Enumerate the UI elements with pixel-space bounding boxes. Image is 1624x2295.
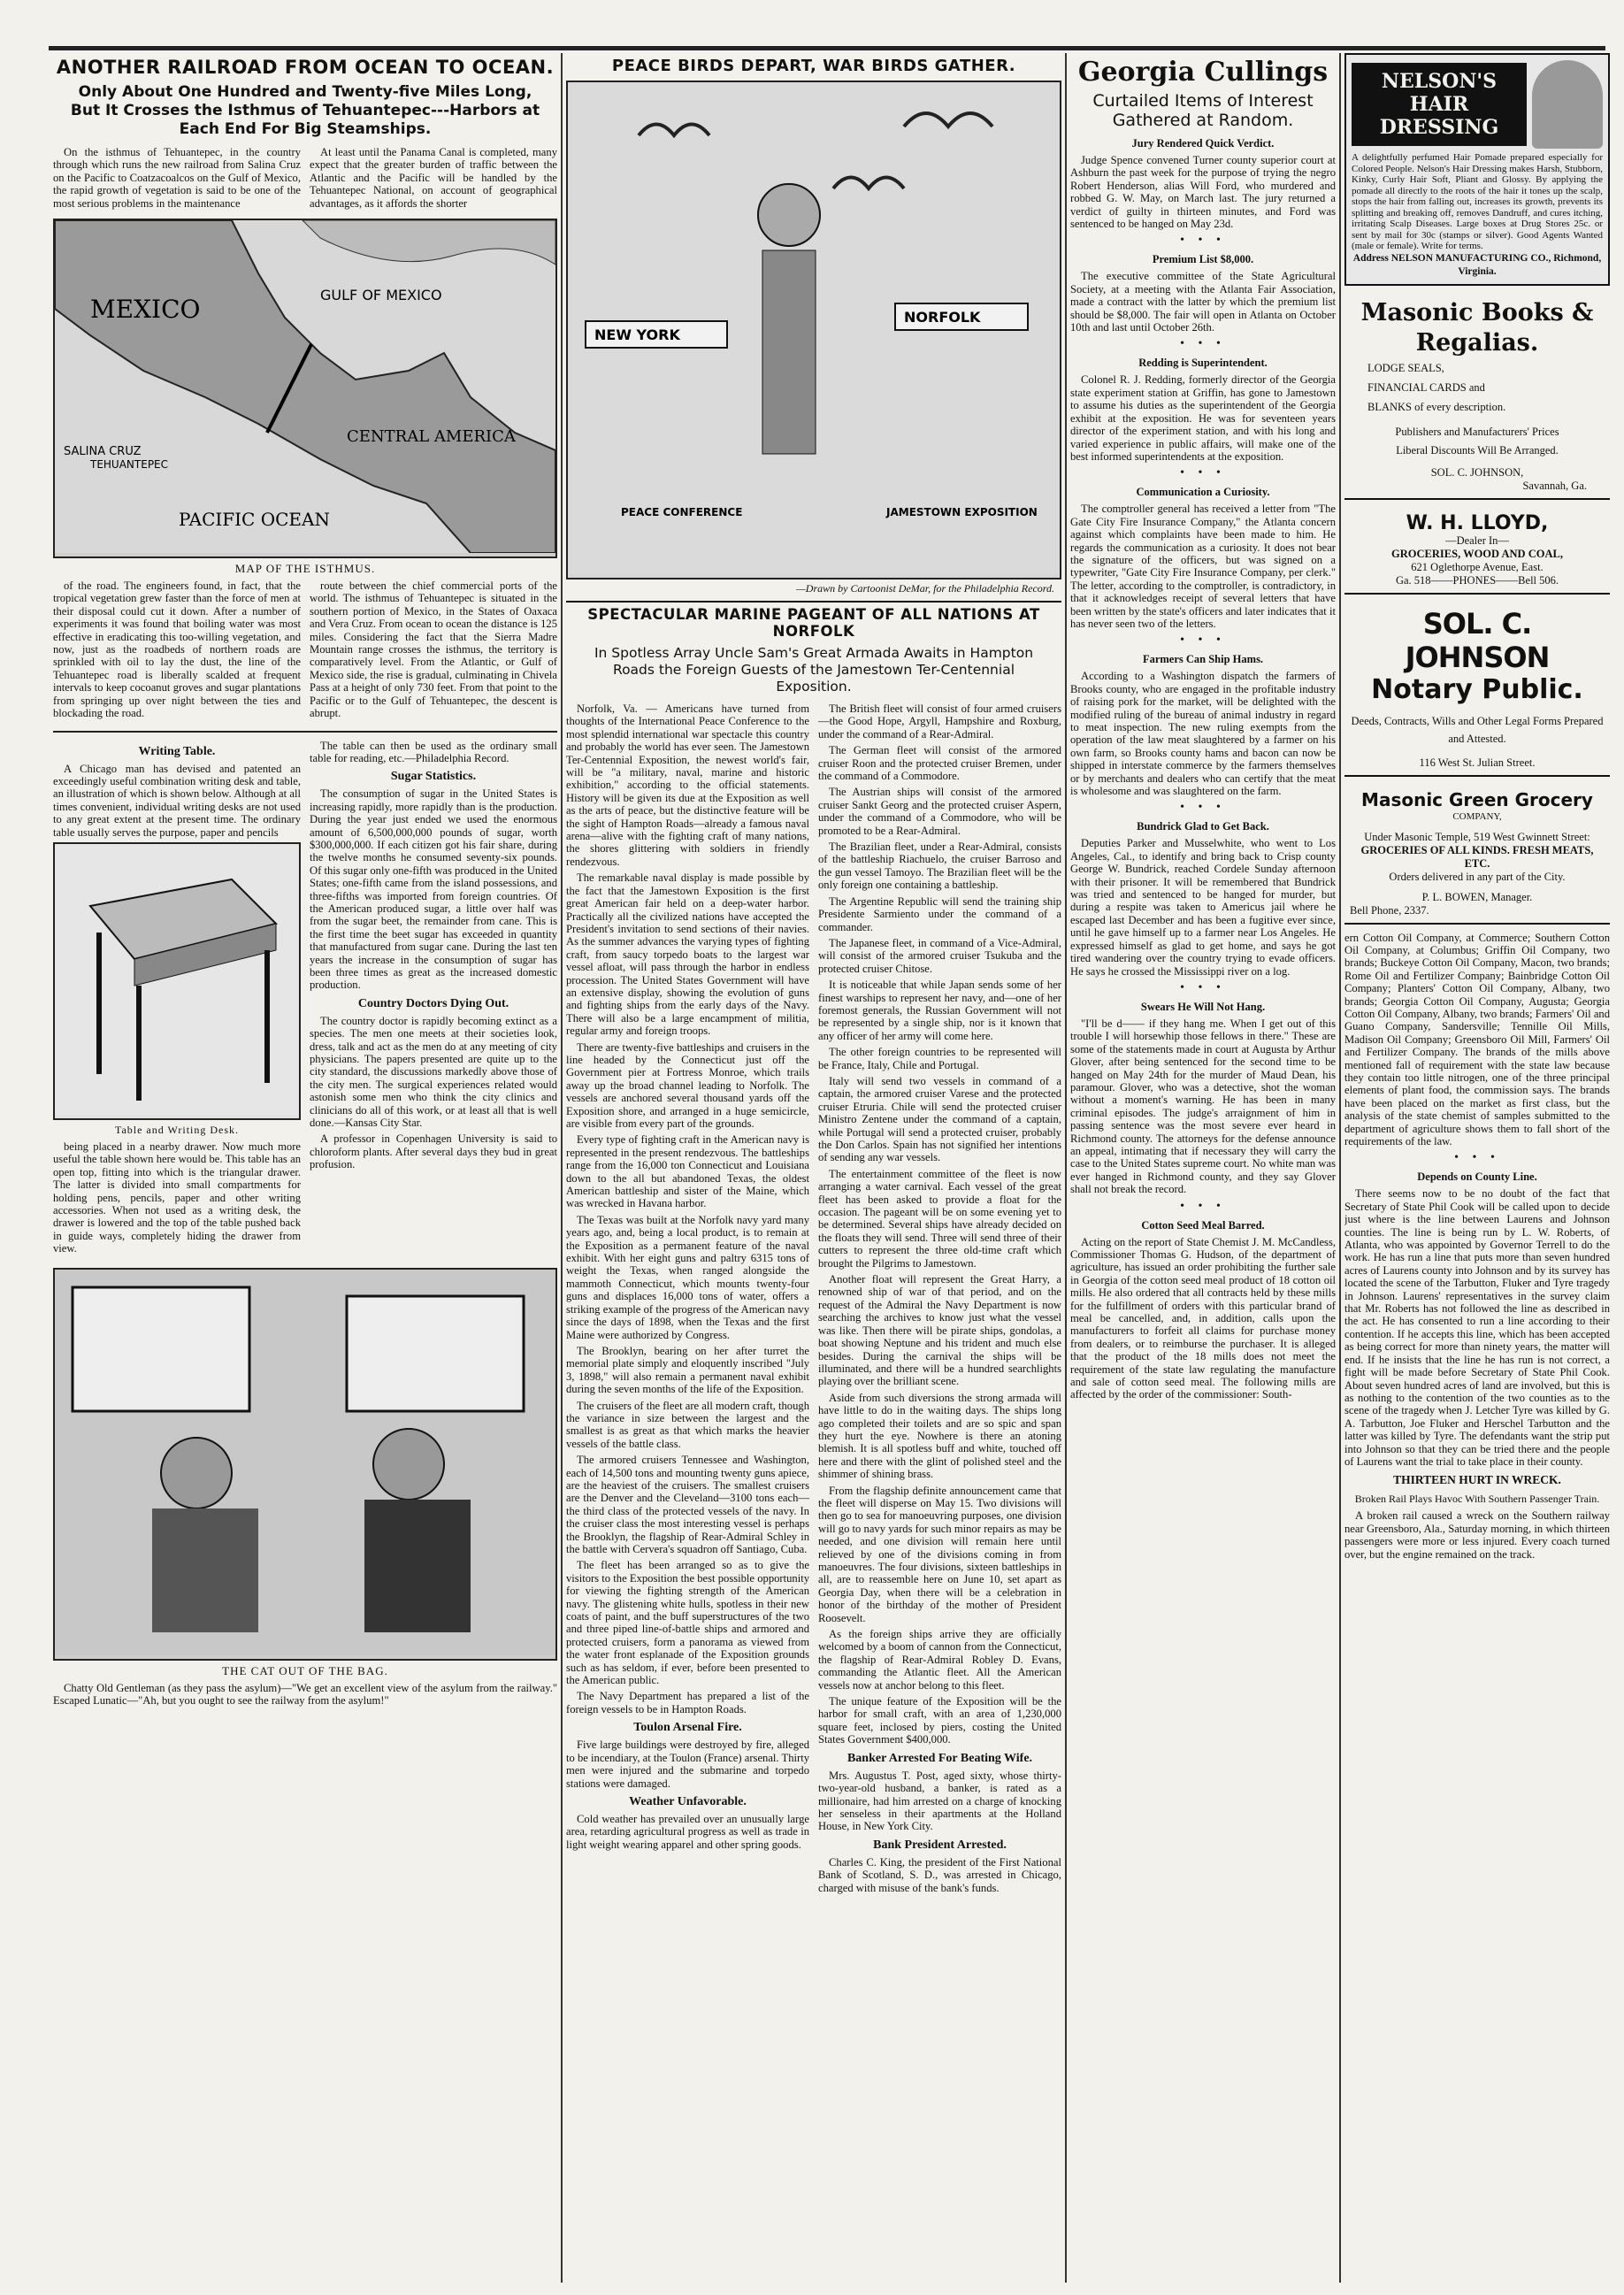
masonic-line: LODGE SEALS,: [1367, 361, 1444, 374]
grocery-orders: Orders delivered in any part of the City.: [1389, 870, 1566, 883]
norfolk-right: [818, 702, 1061, 1898]
masonic-city: Savannah, Ga.: [1522, 479, 1587, 492]
norfolk-paragraph: The Navy Department has prepared a list of the foreign vessels to be in Hampton Roads.: [566, 1690, 809, 1715]
dots-divider: • • •: [1180, 980, 1226, 994]
dots-divider: • • •: [1454, 1151, 1500, 1165]
norfolk-paragraph: The Brooklyn, bearing on her after turret the memorial plate simply and eloquently inscribed "July 3, 1898," will also remain a permanent naval exhibit during the seven months of the life of the Exposition.: [566, 1344, 809, 1396]
dots-divider: • • •: [1180, 234, 1226, 248]
cullings-headline: Georgia Cullings: [1077, 57, 1329, 88]
map-label: GULF OF MEXICO: [320, 287, 442, 304]
train-drawing: [55, 1270, 555, 1655]
nelson-address: Address NELSON MANUFACTURING CO., Richmond, Virginia.: [1352, 252, 1602, 277]
norfolk-paragraph: The British fleet will consist of four armed cruisers—the Good Hope, Argyll, Hampshire and Roxburg, under the command of a Rear-Admiral.: [818, 702, 1061, 741]
cullings-item-text: Deputies Parker and Musselwhite, who went to Los Angeles, Cal., to identify and bring back to Crisp county George W. Bundrick, reached Cordele Sunday afternoon with their prisoner. It will be remembered that Bundrick was tried and sentenced to be hanged for murder, but during a respite was taken to Americus jail where he escaped last December and has been a fugitive ever since, until he gave himself up to a farmer near Los Angeles. He expressed himself as glad to get home, and says he got tired wandering over the country trying to evade officers. He says he crossed the Mississippi river on a log.: [1070, 837, 1336, 978]
map-label: CENTRAL AMERICA: [347, 427, 516, 447]
norfolk-paragraph: The Argentine Republic will send the training ship Presidente Sarmiento under the command of a commander.: [818, 894, 1061, 933]
dots-divider: • • •: [1180, 1199, 1226, 1213]
cullings-item-head: Jury Rendered Quick Verdict.: [1131, 137, 1275, 150]
cat-caption: THE CAT OUT OF THE BAG.: [222, 1663, 388, 1677]
cullings-item-text: The comptroller general has received a letter from "The Gate City Fire Insurance Company," the Atlanta concern against which complaints have been made to him. He regards the communication as a curiosity. It does not bear the signature of the officers, but was signed on a typewriter, "Gate City Fire Insurance Company, per clerk." The letter, according to the comptroller, is contradictory, in that it acknowledges receipt of several letters that have been written by the state's officers and later indicates that it has never seen two of the letters.: [1070, 503, 1336, 630]
lloyd-goods: GROCERIES, WOOD AND COAL,: [1391, 547, 1563, 560]
cullings-subhead: Curtailed Items of Interest Gathered at Random.: [1092, 91, 1314, 130]
masonic-name: SOL. C. JOHNSON,: [1430, 465, 1524, 479]
map-caption: MAP OF THE ISTHMUS.: [234, 562, 376, 576]
norfolk-body: [566, 702, 1061, 1898]
table-illustration: [53, 842, 301, 1120]
norfolk-paragraph: Aside from such diversions the strong armada will have little to do in the waiting days. The ships long ago completed their toilets and are so spic and span they hurt the eye. Nowhere is there an atoning blemish. It is all spotless buff and white, touched off here and there with the glint of polished steel and the shimmer of shining brass.: [818, 1391, 1061, 1481]
cullings-item-head: Cotton Seed Meal Barred.: [1141, 1218, 1265, 1232]
cartoon-credit: —Drawn by Cartoonist DeMar, for the Philadelphia Record.: [796, 582, 1054, 595]
woman-portrait: [1532, 60, 1603, 149]
wreck-head: THIRTEEN HURT IN WRECK.: [1393, 1473, 1561, 1487]
toulon-text: Five large buildings were destroyed by fire, alleged to be incendiary, at the Toulon (France) arsenal. Thirty men were injured and the submarine and torpedo stations were damaged.: [566, 1739, 809, 1790]
nelson-ad: [1344, 53, 1610, 286]
norfolk-paragraph: Every type of fighting craft in the American navy is represented in the present rendezvous. The battleships range from the 16,000 ton Connecticut and Louisiana down to the all but abandoned Texas, the oldest American battleship and sister of the Maine, which was wrecked in Havana harbor.: [566, 1133, 809, 1210]
norfolk-paragraph: It is noticeable that while Japan sends some of her finest warships to represent her navy, and—one of her foremost generals, the Russian Government will not be represented by a single ship, nor is it known that any officer of her army will come here.: [818, 979, 1061, 1042]
cartoon-title: PEACE BIRDS DEPART, WAR BIRDS GATHER.: [611, 57, 1016, 75]
dots-divider: • • •: [1180, 633, 1226, 648]
cartoon-label: NORFOLK: [904, 309, 981, 326]
map-label: PACIFIC OCEAN: [179, 509, 330, 531]
lloyd-name: W. H. LLOYD,: [1406, 511, 1549, 534]
masonic-discounts: Liberal Discounts Will Be Arranged.: [1396, 443, 1559, 457]
norfolk-paragraph: Another float will represent the Great Harry, a renowned ship of war of that period, and on the request of the Admiral the Navy Department is now searching the archives to know just what the vessel was like. Then there will be pirate ships, gondolas, a boat showing Neptune and his trident and much else besides. During the carnival the ships will be illuminated, and there will be a hundred searchlights playing over the brilliant scene.: [818, 1273, 1061, 1388]
doctors-text: The country doctor is rapidly becoming extinct as a species. The men one meets at their societies look, dress, talk and act as the men do at any meeting of city physicians. The papers presented are quite up to the city standard, the discussions markedly above those of the city men. The surgical experiences related would astonish some men who think the city clinics and clinicians do all of this work, or at least all that is well done.—Kansas City Star.: [310, 1014, 557, 1130]
lloyd-phones: Ga. 518——PHONES——Bell 506.: [1395, 573, 1559, 587]
grocery-ad: [1344, 784, 1610, 925]
notary-ad: [1344, 602, 1610, 777]
grocery-manager: P. L. BOWEN, Manager.: [1421, 890, 1533, 903]
cat-cartoon: [53, 1268, 557, 1661]
grocery-goods: GROCERIES OF ALL KINDS. FRESH MEATS, ETC.: [1360, 843, 1594, 870]
peace-war-cartoon: [566, 81, 1061, 580]
norfolk-paragraph: Norfolk, Va. — Americans have turned from thoughts of the International Peace Conference to the most splendid international war spectacle this country and probably the world has ever seen. The Jamestown Ter-Centennial Exposition, the newest world's fair, will be "a military, naval, marine and historic exhibition," according to the official statements. History will be given its due at the Exposition as well as the arts of peace, but the distinctive feature will be the sight of Hampton Roads—already a famous naval arena—alive with the fighting craft of many nations, the shores glittering with soldiers in friendly rendezvous.: [566, 702, 809, 868]
table-caption: Table and Writing Desk.: [114, 1123, 240, 1136]
railroad-intro-right: At least until the Panama Canal is completed, many expect that the greater burden of traffic between the Atlantic and the Pacific will be handled by the Tehuantepec National, on account of geographical advantages, as it affords the shorter: [310, 146, 557, 210]
bankpres-head: Bank President Arrested.: [873, 1838, 1007, 1852]
writing-table-text: A Chicago man has devised and patented an exceedingly useful combination writing desk and table, an illustration of which is shown below. Although at all times convenient, individual writing desks are not used to any great extent at the present time. The ordinary table usually serves the purpose, paper and pencils: [53, 762, 301, 839]
masonic-publishers: Publishers and Manufacturers' Prices: [1395, 425, 1559, 438]
norfolk-paragraph: The Brazilian fleet, under a Rear-Admiral, consists of the battleship Riachuelo, the cruiser Barroso and the gun vessel Tamoyo. The Brazilian fleet will be the only foreign one containing a battleship.: [818, 840, 1061, 892]
top-rule: [49, 46, 1605, 50]
cat-text: Chatty Old Gentleman (as they pass the asylum)—"We get an excellent view of the asylum from the railway." Escaped Lunatic—"Ah, but you ought to see the railway from the asylum!": [53, 1681, 557, 1707]
nelson-brand: NELSON'S HAIR DRESSING: [1352, 63, 1527, 146]
norfolk-paragraph: The armored cruisers Tennessee and Washington, each of 14,500 tons and mounting twenty guns apiece, are the heaviest of the cruisers. The smallest cruisers are the Denver and the Cleveland—3100 tons each—the third class of the protected vessels of the navy. In the cruiser class the most interesting vessel is perhaps the Brooklyn, the flagship of Rear-Admiral Schley in the battle with Cervera's squadron off Santiago, Cuba.: [566, 1454, 809, 1555]
column-norfolk: [566, 53, 1061, 1898]
norfolk-paragraph: From the flagship definite announcement came that the fleet will disperse on May 15. Two divisions will then go to sea for manoeuvring purposes, one division will go to navy yards for such minor repairs as may be needed, and one division will remain here until relieved by one of the divisions coming in from manoeuvres. The four divisions, sixteen battleships in all, are to reassemble here on June 10, set apart as Georgia Day, when there will be a celebration in honor of the birthday of the mother of President Roosevelt.: [818, 1484, 1061, 1624]
cullings-item-text: The executive committee of the State Agricultural Society, at a meeting with the Atlanta Fair Association, made a contract with the latter by which the premium list should be $8,000. The fair will open in Atlanta on October 10th and last until October 26th.: [1070, 270, 1336, 334]
column-georgia-cullings: [1070, 53, 1336, 1405]
professor-text: A professor in Copenhagen University is said to chloroform plants. After several days they bud in great profusion.: [310, 1132, 557, 1171]
grocery-text: Under Masonic Temple, 519 West Gwinnett Street:: [1364, 830, 1590, 843]
railroad-intro: [53, 146, 557, 213]
cullings-item-head: Premium List $8,000.: [1152, 253, 1254, 266]
column-rule: [1339, 53, 1341, 2283]
norfolk-paragraph: The German fleet will consist of the armored cruiser Roon and the protected cruiser Bremen, under the command of a Commodore.: [818, 744, 1061, 783]
cullings-item-head: Bundrick Glad to Get Back.: [1137, 820, 1269, 833]
weather-head: Weather Unfavorable.: [629, 1794, 747, 1808]
isthmus-map: [53, 219, 557, 558]
misc-section: [53, 740, 557, 1259]
norfolk-paragraph: The other foreign countries to be represented will be France, Italy, Chile and Portugal.: [818, 1046, 1061, 1071]
cullings-item-head: Communication a Curiosity.: [1136, 486, 1270, 499]
railroad-body: [53, 580, 557, 723]
cartoon-label: PEACE CONFERENCE: [621, 506, 743, 518]
grocery-phone: Bell Phone, 2337.: [1350, 903, 1429, 917]
grocery-company: COMPANY,: [1452, 810, 1502, 822]
map-label: MEXICO: [90, 295, 201, 325]
dots-divider: • • •: [1180, 466, 1226, 480]
cullings-item-head: Swears He Will Not Hang.: [1140, 1000, 1266, 1013]
sugar-head: Sugar Statistics.: [390, 770, 477, 784]
norfolk-paragraph: The unique feature of the Exposition will be the harbor for small craft, with an area of 1,230,000 square feet, inclosed by piers, costing the United States Government $400,000.: [818, 1695, 1061, 1746]
norfolk-paragraph: The entertainment committee of the fleet is now arranging a water carnival. Each vessel of the great fleet has been asked to provide a float for the occasion. The pageant will be on some evening yet to be determined. Several ships have already decided on the floats they will send. Three will send three of their cutters to represent the three old-time craft which brought the Pilgrims to Jamestown.: [818, 1167, 1061, 1270]
lloyd-address: 621 Oglethorpe Avenue, East.: [1411, 560, 1544, 573]
norfolk-paragraph: There are twenty-five battleships and cruisers in the line headed by the Connecticut just off the Government pier at Fortress Monroe, which trails away up the broad channel leading to Norfolk. The vessels are anchored several thousand yards off the Exposition shore, and arranged in a huge semicircle, are visible from every part of the grounds.: [566, 1040, 809, 1130]
weather-text: Cold weather has prevailed over an unusually large area, retarding agricultural progress as well as trade in light weight wearing apparel and other spring goods.: [566, 1812, 809, 1851]
table-note: The table can then be used as the ordinary small table for reading, etc.—Philadelphia Record.: [310, 739, 557, 764]
column-ads: [1344, 53, 1610, 1564]
notary-address: 116 West St. Julian Street.: [1419, 756, 1536, 769]
norfolk-left: [566, 702, 809, 1898]
toulon-head: Toulon Arsenal Fire.: [633, 1721, 742, 1735]
notary-name: SOL. C. JOHNSON: [1405, 606, 1550, 674]
norfolk-paragraph: The Japanese fleet, in command of a Vice-Admiral, will consist of the armored cruiser Tsukuba and the protected cruiser Chitose.: [818, 936, 1061, 975]
masonic-books-ad: [1344, 293, 1610, 500]
norfolk-paragraph: The cruisers of the fleet are all modern craft, though the variance in size between the largest and the smallest is as great as that which marks the heavier vessels of the battle class.: [566, 1399, 809, 1450]
masonic-line: BLANKS of every description.: [1367, 400, 1506, 413]
map-label: TEHUANTEPEC: [90, 458, 169, 472]
nelson-text: A delightfully perfumed Hair Pomade prepared especially for Colored People. Nelson's Hair Dressing makes Harsh, Stubborn, Kinky, Curly Hair Soft, Pliant and Glossy. By applying the pomade all directly to the roots of the hair it tones up the scalp, stops the hair from falling out, increases its growth, prevents its splitting and breaking off, removes Dandruff, and cures itching, irritating Scalp Diseases. Large boxes at Drug Stores 25c. or sent by mail for 30c (stamps or silver). Good Agents Wanted (male or female). Write for terms.: [1352, 152, 1603, 251]
norfolk-paragraph: The Texas was built at the Norfolk navy yard many years ago, and, being a local product, is to remain at the Exposition as a permanent feature of the naval exhibit. With her eight guns and paltry 6315 tons of weight the Texas, when ranged alongside the mammoth Connecticut, which mounts twenty-four guns and displaces 16,000 tons of water, offers a striking example of the progress of the American navy since the days of 1898, when the Texas and the first Maine were authorized by Congress.: [566, 1213, 809, 1341]
cullings-item-text: "I'll be d—— if they hang me. When I get out of this trouble I will horsewhip those fellows in there." These are some of the statements made in court at Augusta by Arthur Glover, after being sentenced for the second time to be hanged on May 24th for the murder of Maud Dean, his paramour. Glover, who was a detective, shot the woman without a moment's warning. He has been in many criminal episodes. The judge's arraignment of him in passing sentence was the most severe ever heard in Richmond county. The attorneys for the defense announce an appeal, intimating that if necessary they will carry the case to the United States supreme court. No white man was ever hanged in Richmond county, and they say Glover shall not break the record.: [1070, 1017, 1336, 1196]
grocery-name: Masonic Green Grocery: [1361, 788, 1593, 810]
banker-text: Mrs. Augustus T. Post, aged sixty, whose thirty-two-year-old husband, a banker, is rated as a millionaire, had him arrested on a charge of knocking her senseless in their apartments at the Holland House, in New York City.: [818, 1769, 1061, 1833]
wreck-text: A broken rail caused a wreck on the Southern railway near Greensboro, Ala., Saturday morning, in which thirteen passengers were more or less injured. Every coach turned over, but the engine remained on the track.: [1344, 1509, 1610, 1561]
norfolk-paragraph: Italy will send two vessels in command of a captain, the armored cruiser Varese and the protected cruiser Etruria. Chile will send the protected cruiser Ministro Zentene under the command of a captain, while Portugal will send a protected cruiser, probably the Don Carlos. Spain has not signified her intentions of sending any war vessels.: [818, 1074, 1061, 1164]
doctors-head: Country Doctors Dying Out.: [357, 996, 509, 1010]
laurens-head: Depends on County Line.: [1417, 1171, 1537, 1184]
norfolk-paragraph: The Austrian ships will consist of the armored cruiser Sankt Georg and the protected cruiser Aspern, under the command of a Commodore, who will be promoted to be a Rear-Admiral.: [818, 786, 1061, 837]
column-rule: [1065, 53, 1067, 2283]
notary-title: Notary Public.: [1371, 673, 1583, 705]
railroad-subhead: Only About One Hundred and Twenty-five Miles Long, But It Crosses the Isthmus of Tehuantepec---Harbors at Each End For Big Steamships.: [70, 83, 540, 138]
wreck-subhead: Broken Rail Plays Havoc With Southern Passenger Train.: [1354, 1493, 1600, 1506]
bankpres-text: Charles C. King, the president of the First National Bank of Scotland, S. D., was arrested in Chicago, charged with misuse of the bank's funds.: [818, 1855, 1061, 1894]
norfolk-paragraph: The remarkable naval display is made possible by the fact that the Jamestown Exposition is the first great American fair held on a deep-water harbor. Practically all the civilized nations have accepted the President's invitation to send sections of their navies. As the summer advances the varying types of fighting craft, from saucy torpedo boats to the largest war vessel afloat, will pass through the harbor in endless procession. The United States Government will have an extensive display, showing the evolution of guns and fighting ships from the early days of the Navy. There will also be a large encampment of militia, regular army and foreign troops.: [566, 871, 809, 1038]
desk-drawing: [55, 844, 299, 1115]
norfolk-subhead: In Spotless Array Uncle Sam's Great Armada Awaits in Hampton Roads the Foreign Guests of the Jamestown Ter-Centennial Exposition.: [594, 645, 1034, 695]
railroad-body-left: of the road. The engineers found, in fact, that the tropical vegetation grew faster than the force of men at their disposal could cut it down. After a number of experiments it was found that boiling water was most effective in eradicating this too-willing vegetation, and now, just as the roadbeds of northern roads are sprinkled with oil to lay the dust, the line of the Tehuantepec road is liberally scalded at frequent intervals to keep cocoanut groves and sugar plantations from springing up over night between the ties and blockading the road.: [53, 580, 301, 720]
cullings-item-text: Judge Spence convened Turner county superior court at Ashburn the past week for the purpose of trying the negro Robert Henderson, alias Will Ford, who murdered and robbed G. W. May, on March last. The jury returned a verdict of guilty in thirteen minutes, and Ford was sentenced to be hanged on May 23d.: [1070, 154, 1336, 231]
dots-divider: • • •: [1180, 801, 1226, 815]
banker-head: Banker Arrested For Beating Wife.: [846, 1751, 1033, 1765]
lloyd-ad: [1344, 507, 1610, 595]
norfolk-paragraph: As the foreign ships arrive they are officially welcomed by a boom of cannon from the Connecticut, the flagship of Rear-Admiral Robley D. Evans, commanding the Atlantic fleet. All the American vessels now at anchor belong to this fleet.: [818, 1628, 1061, 1692]
cullings-item-head: Farmers Can Ship Hams.: [1142, 653, 1264, 666]
section-rule: [53, 731, 557, 733]
notary-text: Deeds, Contracts, Wills and Other Legal Forms Prepared and Attested.: [1351, 714, 1604, 745]
masonic-line: FINANCIAL CARDS and: [1367, 380, 1485, 394]
cartoon-label: NEW YORK: [594, 326, 680, 343]
cullings-item-text: According to a Washington dispatch the farmers of Brooks county, who are engaged in the profitable industry of raising pork for the market, will be delighted with the modified ruling of the bureau of animal industry in regard to meat inspection. The new ruling exempts from the operation of the law meat slaughtered by a farmer on his own farm, so Brooks county hams and bacon can now be shipped in interstate commerce by the farmers themselves or by merchants and dealers who can certify that the meat is wholesome and was slaughtered on the farm.: [1070, 670, 1336, 798]
map-label: SALINA CRUZ: [64, 445, 142, 459]
lloyd-dealer: —Dealer In—: [1445, 533, 1509, 547]
cullings-item-head: Redding is Superintendent.: [1138, 357, 1268, 370]
cartoon-label: JAMESTOWN EXPOSITION: [886, 506, 1038, 518]
map-drawing: [55, 220, 555, 553]
sugar-text: The consumption of sugar in the United States is increasing rapidly, more rapidly than is the production. During the year just ended we used the enormous amount of 6,500,000,000 pounds of sugar, worth $300,000,000. If each citizen got his fair share, during the twelve months he consumed seventy-six pounds. Of this sugar only one-fifth was produced in the United States; one-fifth came from the island possessions, and three-fifths was imported from foreign countries. Of the American produced sugar, a little over half was from the sugar beet, the remainder from cane. This is the first time the beet sugar has exceeded in quantity that manufactured from sugar cane. During the last ten years the increase in the consumption of sugar has been three times as great as the increased domestic production.: [310, 787, 557, 992]
writing-table-cont: being placed in a nearby drawer. Now much more useful the table shown here would be. This table has an open top, fitting into which is the triangular drawer. The latter is divided into small compartments for holding pens, pencils, paper and other writing accessories. When not used as a writing desk, the drawer is lowered and the top of the table pushed back in guide ways, completely hiding the drawer from view.: [53, 1140, 301, 1255]
column-rule: [561, 53, 563, 2283]
railroad-intro-left: On the isthmus of Tehuantepec, in the country through which runs the new railroad from Salina Cruz on the Pacific to Coatzacoalcos on the Gulf of Mexico, the rapid growth of vegetation is said to be one of the most serious problems in the maintenance: [53, 146, 301, 210]
writing-table-head: Writing Table.: [138, 744, 216, 758]
cullings-item-text: Acting on the report of State Chemist J. M. McCandless, Commissioner Thomas G. Hudson, of the department of agriculture, has issued an order prohibiting the further sale in Georgia of the cotton seed meal product of 18 cotton oil mills. He also ordered that all contracts held by these mills for the fulfillment of orders with this particular brand of meal be cancelled, and, in addition, calls upon the manufacturers to forfeit all claims for purchase money from dealers, or to reimburse the purchaser. It is alleged that the product of the 18 mills does not meet the requirement of the state law regulating the manufacture and sale of cotton seed meal. The following mills are affected by the order of the commissioner: South-: [1070, 1235, 1336, 1401]
laurens-text: There seems now to be no doubt of the fact that Secretary of State Phil Cook will be called upon to decide just where is the line between Laurens and Johnson counties. The line is being run by L. W. Roberts, of Atlanta, who was appointed by Governor Terrell to do the work. He has run a line that puts more than seven hundred acres of Laurens county into Johnson and by its survey has located the scene of the Tarbutton, Fluker and Tyre tragedy in Johnson. Laurens' representatives in the survey claim that Mr. Roberts has not followed the line as described in the act. He has consented to run a line according to their contention. If he accepts this line, which has been accepted as being correct for more than ninety years, the matter will end. If he insists that the line he has run is not correct, a fight will be made before Secretary of State Phil Cook. About seven hundred acres of land are involved, but this is as nothing to the contention of the two counties as to the scene of the tragedy when J. Letcher Tyre was killed by G. A. Tarbutton, Joe Fluker and Herschel Tarbutton and the latter was killed by Tyre. The defendants want the strip put into Johnson so that they can be tried there and the people of Laurens want the trial to take place in their county.: [1344, 1187, 1610, 1468]
railroad-headline: ANOTHER RAILROAD FROM OCEAN TO OCEAN.: [56, 57, 555, 78]
cotton-mills-cont: ern Cotton Oil Company, at Commerce; Southern Cotton Oil Company, at Columbus; Griffin Oil Company, two brands; Buckeye Cotton Oil Company, Macon, two brands; Rome Oil and Fertilizer Company; Bainbridge Cotton Oil Company; Planters' Cotton Oil Company, Albany, two brands; Georgia Cotton Oil Company, Augusta; Georgia Cotton Oil Company, Albany, two brands; Farmers' Oil and Guano Company, Sandersville; Tennille Oil Mills, Madison Oil Company; Greensboro Oil Mill, Farmers' Oil and Fertilizer Company. The brands of the mills above mentioned fall of requirement with the state law because they contain too little nitrogen, one of the three principal elements of plant food, the commission says. The brands have been placed on the market as first class, but the analysis of the state chemist of samples submitted to the department of agriculture shows them to fall short of the requirements of the law.: [1344, 931, 1610, 1148]
masonic-books-title: Masonic Books & Regalias.: [1360, 298, 1594, 357]
norfolk-paragraph: The fleet has been arranged so as to give the visitors to the Exposition the best possible opportunity for viewing the fighting strength of the American navy. The glistening white hulls, spotless in their new coats of paint, and the buff superstructures of the two and three piped line-of-battle ships and armored and protected cruisers, form a panorama as viewed from the water front esplanade of the Exposition grounds such as has seldom, if ever, before been presented to the American public.: [566, 1559, 809, 1687]
column-railroad: [53, 53, 557, 1710]
cullings-item-text: Colonel R. J. Redding, formerly director of the Georgia state experiment station at Griffin, has gone to Jamestown to assume his duties as the superintendent of the Georgia exhibit at the exposition. He was for seventeen years director of the experiment station, and with his long and varied experience in public affairs, will make one of the best informed superintendents at the exposition.: [1070, 373, 1336, 463]
dots-divider: • • •: [1180, 337, 1226, 351]
norfolk-headline: SPECTACULAR MARINE PAGEANT OF ALL NATIONS AT NORFOLK: [566, 601, 1061, 640]
railroad-body-right: route between the chief commercial ports of the world. The isthmus of Tehuantepec is situated in the southern portion of Mexico, in the States of Oaxaca and Vera Cruz. From ocean to ocean the distance is 125 miles. Considering the fact that the Sierra Madre Mountain range crosses the isthmus, the territory is comparatively level. From the Atlantic, or Gulf of Mexico side, the rise is gradual, culminating in Chivela Pass at a height of only 730 feet. From that point to the Pacific or to the Gulf of Tehuantepec, the descent is abrupt.: [310, 580, 557, 720]
birds-drawing: [568, 82, 1060, 574]
